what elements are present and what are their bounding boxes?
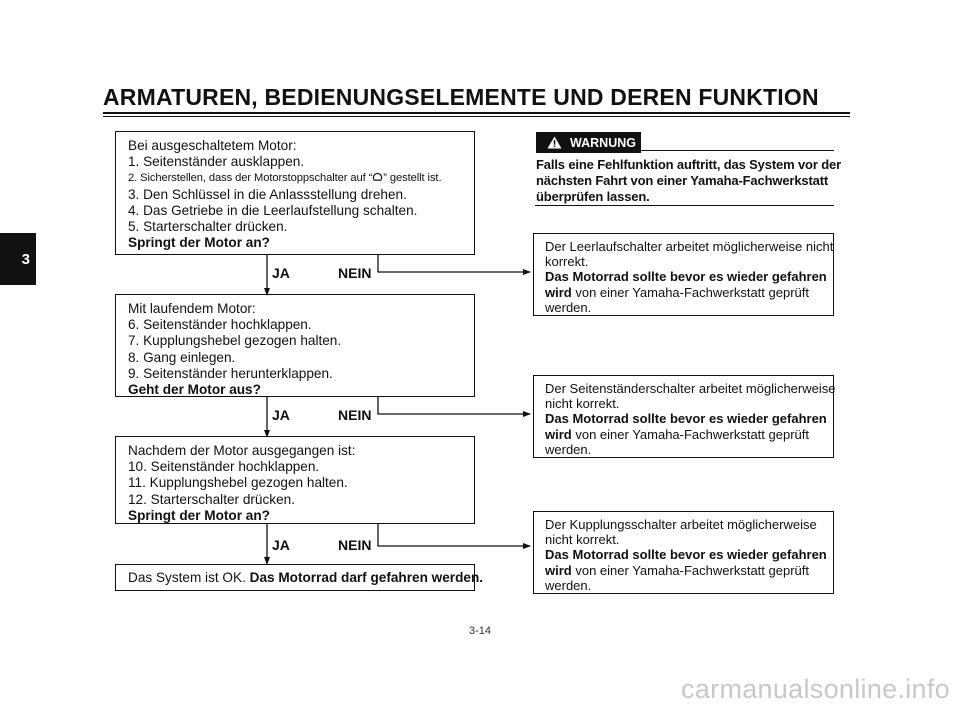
- warning-text: [536, 157, 841, 204]
- step3-no-label: NEIN: [338, 537, 372, 553]
- result3-bold2: wird: [545, 562, 572, 578]
- result3-last: werden.: [545, 577, 592, 593]
- step2-line-1: 6. Seitenständer hochklappen.: [128, 317, 312, 333]
- result3-line-1: nicht korrekt.: [545, 532, 620, 548]
- step1-no-label: NEIN: [338, 265, 372, 281]
- step1-line-5: 4. Das Getriebe in die Leerlaufstellung schalten.: [128, 202, 418, 218]
- result3-rest: von einer Yamaha-Fachwerkstatt geprüft: [571, 562, 809, 578]
- result2-line-1: nicht korrekt.: [545, 396, 620, 412]
- page-title: ARMATUREN, BEDIENUNGSELEMENTE UND DEREN FUNKTION: [103, 84, 819, 110]
- final-bold: Motorrad darf gefahren werden.: [278, 570, 484, 585]
- step1-line-2: 2. Sicherstellen, dass der Motorstoppschalter auf “ ” gestellt ist.: [128, 172, 442, 185]
- step1-question: Springt der Motor an?: [128, 235, 270, 251]
- flow-step-3-box: [115, 436, 475, 524]
- watermark: carmanualsonline.info: [681, 674, 950, 704]
- warning-rule-top: [641, 150, 834, 151]
- result1-last: werden.: [545, 299, 592, 315]
- result3-line-0: Der Kupplungsschalter arbeitet möglicherweise: [545, 517, 817, 532]
- result1-rest: von einer Yamaha-Fachwerkstatt geprüft: [571, 284, 809, 300]
- warning-line-1: nächsten Fahrt von einer Yamaha-Fachwerkstatt: [536, 172, 829, 188]
- warning-badge: [536, 132, 641, 153]
- step3-line-0: Nachdem der Motor ausgegangen ist:: [128, 443, 356, 458]
- step2-question: Geht der Motor aus?: [128, 382, 261, 398]
- result2-bold2: wird: [545, 426, 572, 442]
- warning-label: WARNUNG: [570, 135, 636, 150]
- result-box-sidestand-switch: [533, 375, 834, 458]
- step3-yes-label: JA: [272, 537, 290, 553]
- no-arrow-2: [378, 397, 530, 414]
- step1-line-1: 1. Seitenständer ausklappen.: [128, 154, 305, 170]
- result-box-neutral-switch: [533, 233, 834, 316]
- result1-line-1: korrekt.: [545, 254, 589, 270]
- step2-line-4: 9. Seitenständer herunterklappen.: [128, 365, 333, 381]
- warning-icon: [547, 136, 562, 149]
- result1-bold: Das Motorrad sollte bevor es wieder gefahren: [545, 269, 827, 285]
- result1-line-0: Der Leerlaufschalter arbeitet möglicherweise nicht: [545, 239, 834, 254]
- result-box-clutch-switch: [533, 511, 834, 594]
- result2-rest: von einer Yamaha-Fachwerkstatt geprüft: [571, 426, 809, 442]
- step1-line-0: Bei ausgeschaltetem Motor:: [128, 138, 297, 153]
- final-normal: Das System ist OK.: [128, 570, 250, 585]
- step2-no-label: NEIN: [338, 407, 372, 423]
- warning-line-2: überprüfen lassen.: [536, 188, 650, 204]
- engine-stop-run-icon: [372, 171, 383, 182]
- flow-step-1-box: [115, 131, 475, 255]
- page-number: 3-14: [468, 625, 492, 637]
- step3-line-3: 12. Starterschalter drücken.: [128, 491, 295, 507]
- result2-bold: Das Motorrad sollte bevor es wieder gefahren: [545, 411, 827, 427]
- result2-last: werden.: [545, 441, 592, 457]
- step1-line-6: 5. Starterschalter drücken.: [128, 219, 288, 235]
- step2-line-0: Mit laufendem Motor:: [128, 301, 256, 316]
- result2-line-0: Der Seitenständerschalter arbeitet möglicherweise: [545, 381, 836, 396]
- warning-rule-bottom: [535, 205, 834, 206]
- step1-yes-label: JA: [272, 265, 290, 281]
- flow-result-ok-box: [115, 564, 484, 591]
- warning-line-0: Falls eine Fehlfunktion auftritt, das System vor der: [536, 157, 841, 172]
- final-bold-prefix: Das: [249, 570, 279, 585]
- result3-bold: Das Motorrad sollte bevor es wieder gefahren: [545, 547, 827, 563]
- step3-line-2: 11. Kupplungshebel gezogen halten.: [128, 475, 348, 491]
- step3-question: Springt der Motor an?: [128, 507, 270, 523]
- no-arrow-1: [378, 255, 530, 272]
- step2-yes-label: JA: [272, 407, 290, 423]
- flow-step-2-box: [115, 294, 475, 397]
- no-arrow-3: [378, 524, 530, 546]
- result1-bold2: wird: [545, 284, 572, 300]
- chapter-tab: 3: [0, 233, 36, 285]
- step3-line-1: 10. Seitenständer hochklappen.: [128, 459, 320, 475]
- step2-line-3: 8. Gang einlegen.: [128, 349, 236, 365]
- step2-line-2: 7. Kupplungshebel gezogen halten.: [128, 333, 342, 349]
- step1-line-4: 3. Den Schlüssel in die Anlassstellung drehen.: [128, 186, 407, 202]
